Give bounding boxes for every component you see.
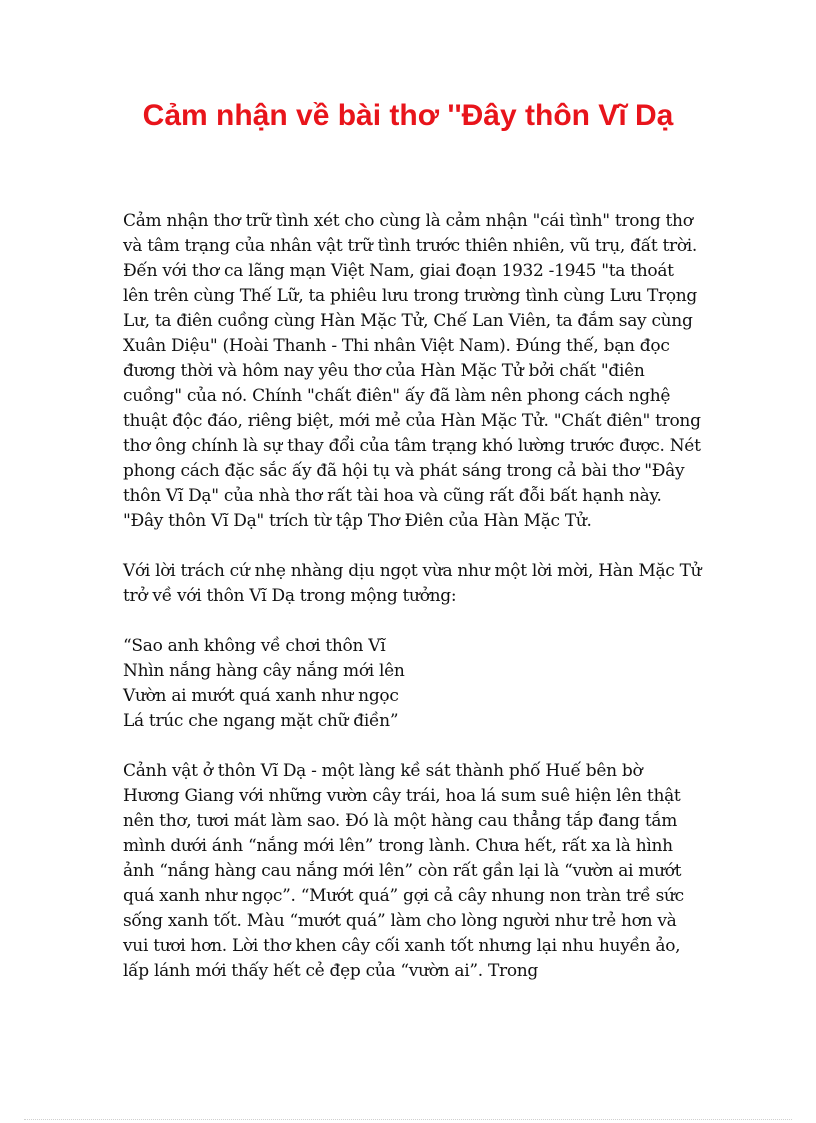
poem-line: Vườn ai mướt quá xanh như ngọc <box>123 686 399 706</box>
paragraph-spacer <box>123 534 703 559</box>
paragraph-spacer <box>123 609 703 634</box>
analysis-paragraph: Cảnh vật ở thôn Vĩ Dạ - một làng kề sát thành phố Huế bên bờ Hương Giang với những vườn cây trái, hoa lá sum suê hiện lên thật nên thơ, tươi mát làm sao. Đó là một hàng cau thẳng tắp đang tắm mình dưới ánh “nắng mới lên” trong lành. Chưa hết, rất xa là hình ảnh “nắng hàng cau nắng mới lên” còn rất gần lại là “vườn ai mướt quá xanh như ngọc”. “Mướt quá” gợi cả cây nhung non tràn trề sức sống xanh tốt. Màu “mướt quá” làm cho lòng người như trẻ hơn và vui tươi hơn. Lời thơ khen cây cối xanh tốt nhưng lại nhu huyền ảo, lấp lánh mới thấy hết cẻ đẹp của “vườn ai”. Trong <box>123 761 684 981</box>
poem-line: Lá trúc che ngang mặt chữ điền” <box>123 711 399 731</box>
intro-paragraph: Cảm nhận thơ trữ tình xét cho cùng là cảm nhận "cái tình" trong thơ và tâm trạng của nhân vật trữ tình trước thiên nhiên, vũ trụ, đất trời. Đến với thơ ca lãng mạn Việt Nam, giai đoạn 1932 -1945 "ta thoát lên trên cùng Thế Lữ, ta phiêu lưu trong trường tình cùng Lưu Trọng Lư, ta điên cuồng cùng Hàn Mặc Tử, Chế Lan Viên, ta đắm say cùng Xuân Diệu" (Hoài Thanh - Thi nhân Việt Nam). Đúng thế, bạn đọc đương thời và hôm nay yêu thơ của Hàn Mặc Tử bởi chất "điên cuồng" của nó. Chính "chất điên" ấy đã làm nên phong cách nghệ thuật độc đáo, riêng biệt, mới mẻ của Hàn Mặc Tử. "Chất điên" trong thơ ông chính là sự thay đổi của tâm trạng khó lường trước được. Nét phong cách đặc sắc ấy đã hội tụ và phát sáng trong cả bài thơ "Đây thôn Vĩ Dạ" của nhà thơ rất tài hoa và cũng rất đỗi bất hạnh này. "Đây thôn Vĩ Dạ" trích từ tập Thơ Điên của Hàn Mặc Tử. <box>123 211 701 531</box>
paragraph-spacer <box>123 734 703 759</box>
article-body <box>123 209 703 984</box>
poem-stanza <box>123 634 703 734</box>
page-title: Cảm nhận về bài thơ ''Đây thôn Vĩ Dạ <box>142 99 674 132</box>
poem-line: Nhìn nắng hàng cây nắng mới lên <box>123 661 405 681</box>
lead-in-paragraph: Với lời trách cứ nhẹ nhàng dịu ngọt vừa như một lời mời, Hàn Mặc Tử trở về với thôn Vĩ Dạ trong mộng tưởng: <box>123 561 702 606</box>
poem-line: “Sao anh không về chơi thôn Vĩ <box>123 636 386 656</box>
page-bottom-rule <box>24 1119 792 1120</box>
